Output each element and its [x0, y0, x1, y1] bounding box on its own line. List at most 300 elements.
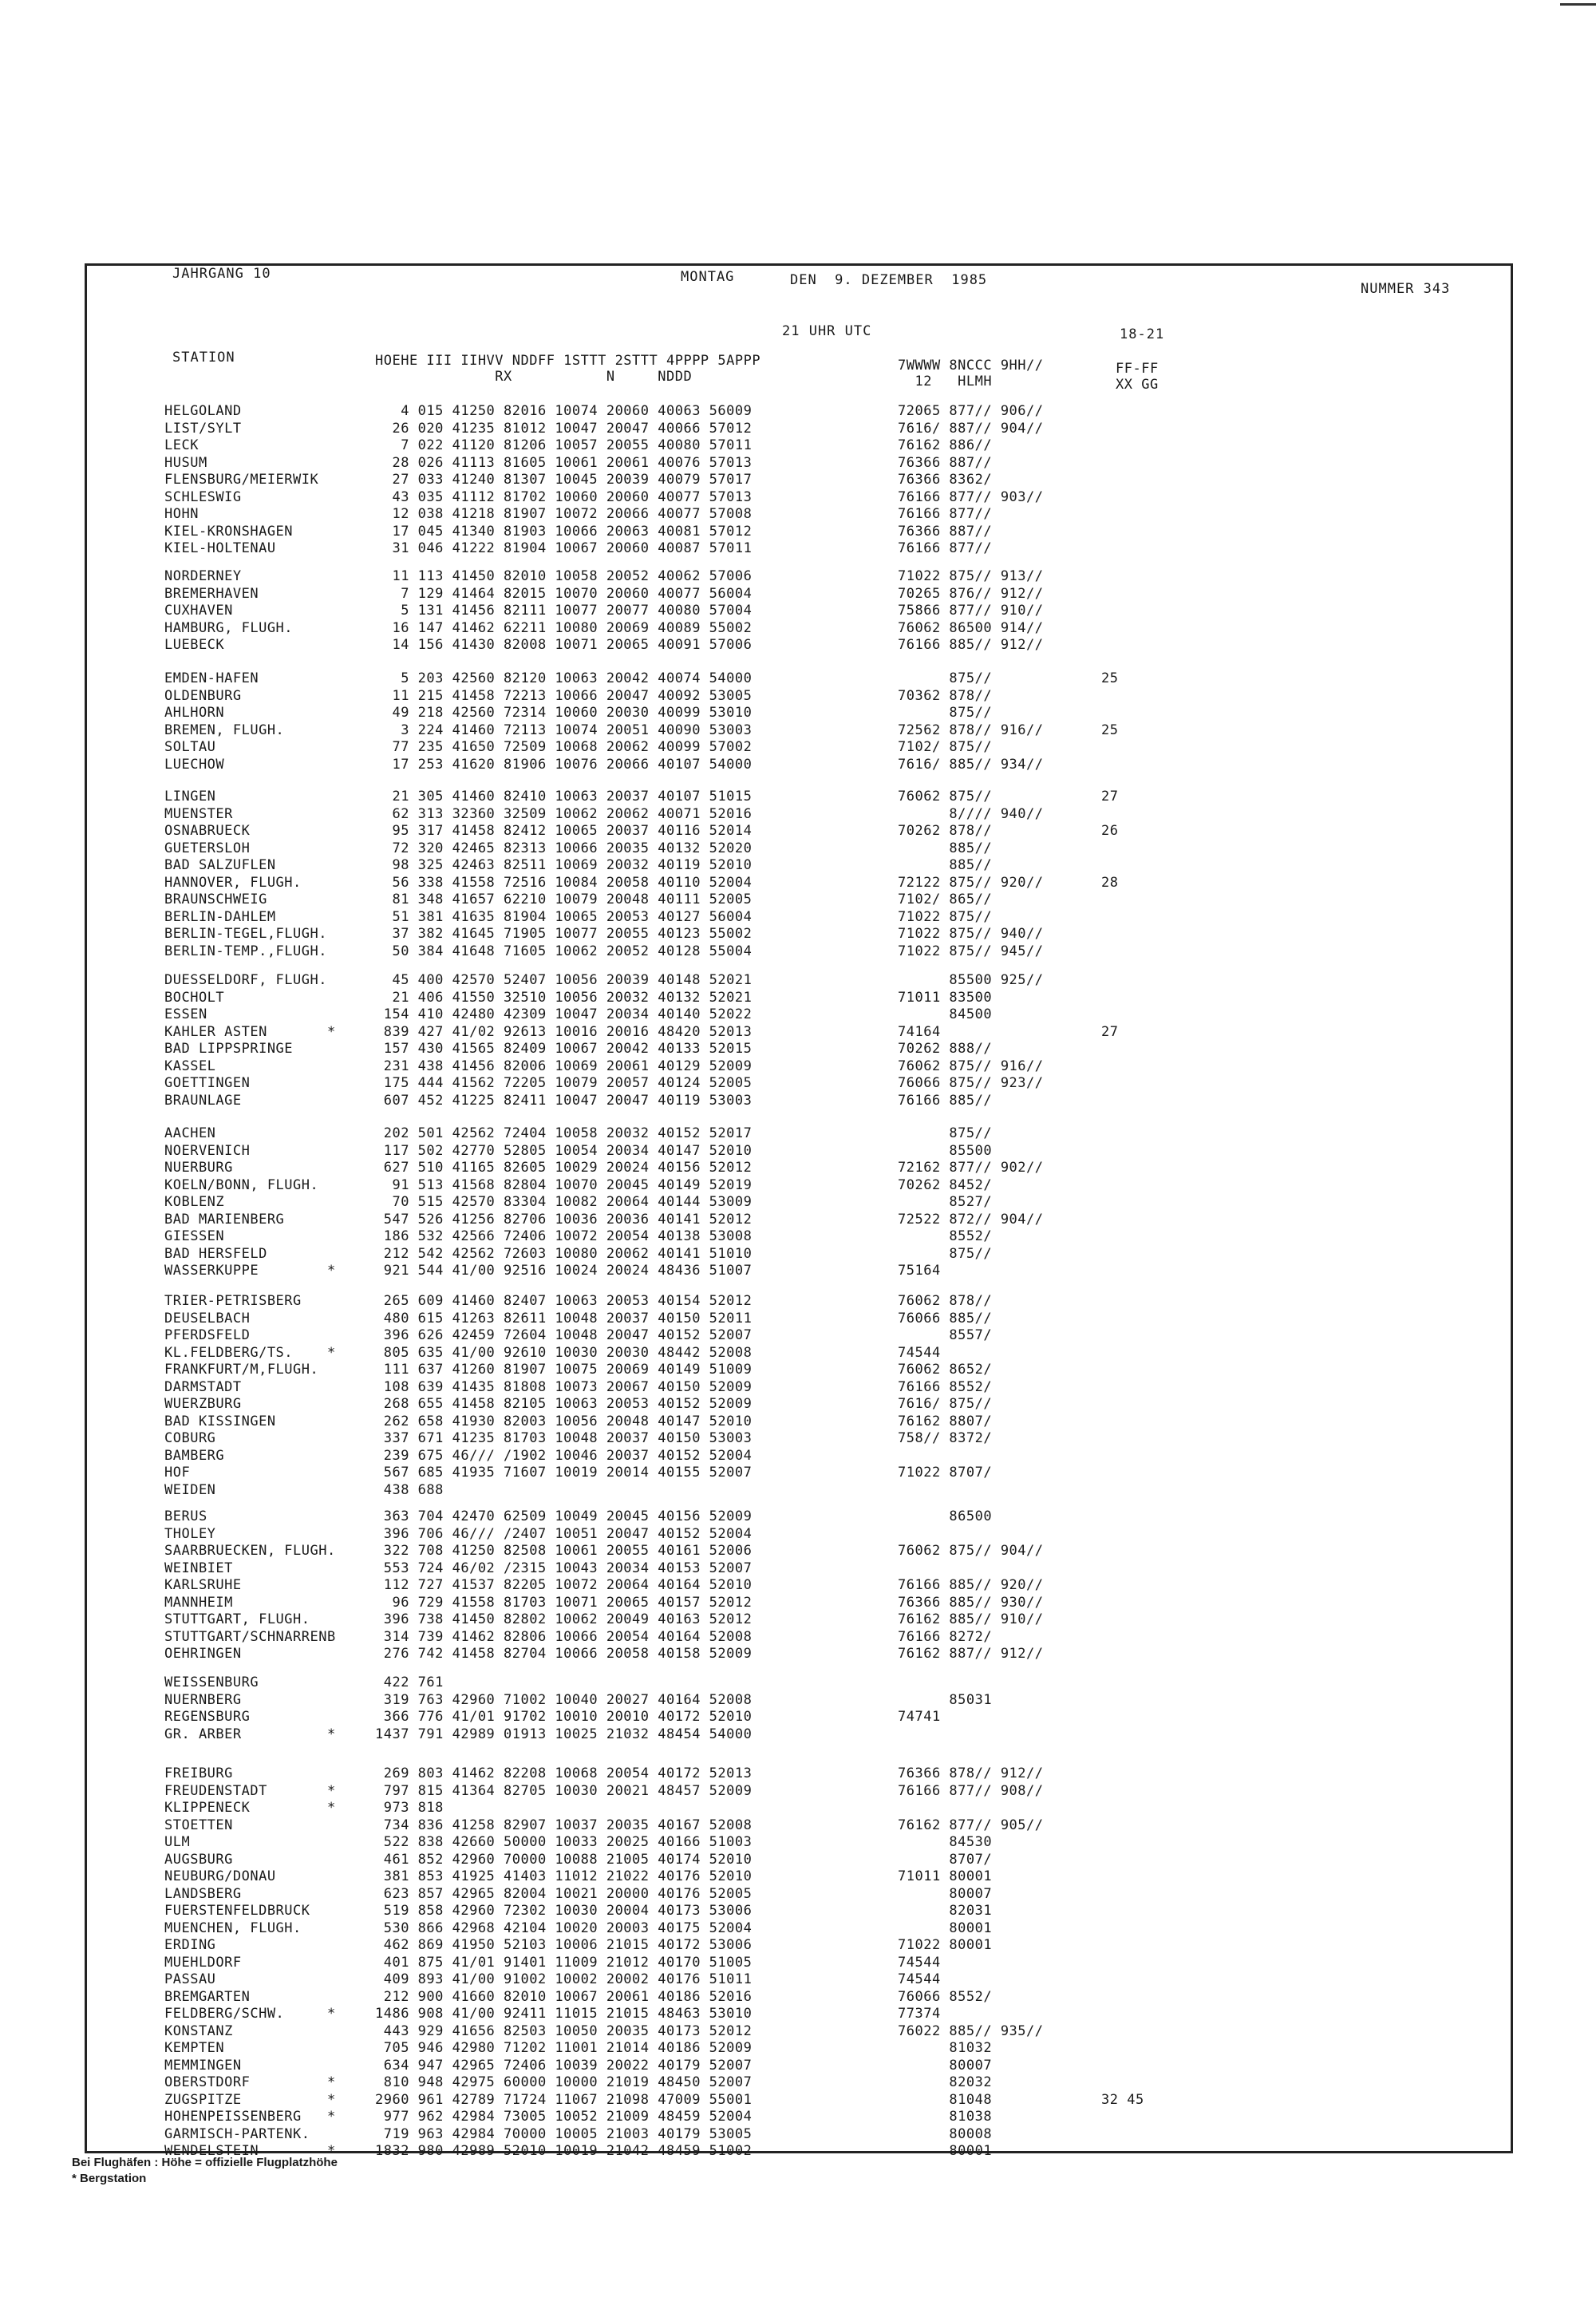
- station-name: KAHLER ASTEN: [164, 1023, 267, 1040]
- station-name: MANNHEIM: [164, 1594, 233, 1611]
- synop-data: 72 320 42465 82313 10066 20035 40132 52020: [375, 840, 753, 856]
- station-name: NEUBURG/DONAU: [164, 1868, 276, 1884]
- weather-groups: 81038: [898, 2109, 993, 2125]
- mountain-station-marker: *: [327, 2109, 336, 2125]
- station-name: MEMMINGEN: [164, 2057, 242, 2074]
- station-row: [0, 1482, 1596, 1498]
- station-row: [0, 1543, 1596, 1559]
- synop-data: 26 020 41235 81012 10047 20047 40066 57012: [375, 420, 753, 437]
- weather-groups: 8707/: [898, 1851, 993, 1868]
- synop-data: 977 962 42984 73005 10052 21009 48459 52004: [375, 2109, 753, 2125]
- weather-groups: 758// 8372/: [898, 1430, 993, 1446]
- station-name: LECK: [164, 437, 199, 453]
- station-name: WASSERKUPPE: [164, 1263, 259, 1279]
- station-row: [0, 1920, 1596, 1936]
- mountain-station-marker: *: [327, 2074, 336, 2090]
- station-name: ZUGSPITZE: [164, 2091, 242, 2108]
- station-row: [0, 2006, 1596, 2022]
- weather-groups: 76162 887// 912//: [898, 1646, 1044, 1662]
- station-name: DUESSELDORF, FLUGH.: [164, 972, 327, 988]
- station-name: STOETTEN: [164, 1817, 233, 1833]
- station-name: ERDING: [164, 1937, 216, 1953]
- station-name: HOHENPEISSENBERG: [164, 2109, 302, 2125]
- weather-groups: 72562 878// 916//: [898, 722, 1044, 738]
- station-name: KOBLENZ: [164, 1194, 225, 1210]
- station-name: GIESSEN: [164, 1228, 225, 1244]
- synop-data: 1486 908 41/00 92411 11015 21015 48463 53010: [375, 2006, 753, 2022]
- station-name: BRAUNSCHWEIG: [164, 892, 267, 907]
- mountain-station-marker: *: [327, 2143, 336, 2159]
- synop-data: 547 526 41256 82706 10036 20036 40141 52012: [375, 1211, 753, 1228]
- ff-period: 18-21: [1120, 326, 1165, 342]
- station-row: [0, 455, 1596, 471]
- station-row: [0, 1834, 1596, 1850]
- weather-groups: 885//: [898, 840, 993, 856]
- station-row: [0, 857, 1596, 873]
- station-row: [0, 972, 1596, 988]
- station-name: BOCHOLT: [164, 989, 225, 1006]
- weather-groups: 74544: [898, 1971, 941, 1987]
- weather-groups: 71022 875// 940//: [898, 926, 1044, 942]
- wind-gust-groups: 27: [1101, 789, 1119, 805]
- station-row: [0, 1692, 1596, 1708]
- weather-groups: 70262 888//: [898, 1041, 993, 1057]
- station-row: [0, 2126, 1596, 2142]
- synop-data: 231 438 41456 82006 10069 20061 40129 52009: [375, 1058, 753, 1074]
- weather-groups: 875//: [898, 1125, 993, 1141]
- synop-data: 21 406 41550 32510 10056 20032 40132 52021: [375, 989, 753, 1006]
- station-name: MUENSTER: [164, 805, 233, 822]
- station-name: WUERZBURG: [164, 1396, 242, 1412]
- station-row: [0, 823, 1596, 839]
- synop-data: 627 510 41165 82605 10029 20024 40156 52012: [375, 1160, 753, 1176]
- weather-groups: 70265 876// 912//: [898, 585, 1044, 602]
- synop-data: 461 852 42960 70000 10088 21005 40174 52010: [375, 1851, 753, 1868]
- synop-data: 363 704 42470 62509 10049 20045 40156 52009: [375, 1508, 753, 1524]
- weather-groups: 81032: [898, 2040, 993, 2056]
- weather-groups: 76062 8652/: [898, 1362, 993, 1378]
- weather-groups: 76062 86500 914//: [898, 619, 1044, 636]
- weather-groups: 76162 885// 910//: [898, 1611, 1044, 1627]
- station-name: GARMISCH-PARTENK.: [164, 2125, 310, 2142]
- synop-data: 16 147 41462 62211 10080 20069 40089 55002: [375, 619, 753, 636]
- synop-data: 154 410 42480 42309 10047 20034 40140 52022: [375, 1006, 753, 1022]
- synop-data: 7 022 41120 81206 10057 20055 40080 57011: [375, 437, 753, 453]
- station-name: BERUS: [164, 1508, 207, 1524]
- synop-data: 396 706 46/// /2407 10051 20047 40152 52004: [375, 1525, 753, 1542]
- weather-groups: 7616/ 885// 934//: [898, 756, 1044, 773]
- weekday-label: MONTAG: [681, 269, 735, 285]
- station-name: GUETERSLOH: [164, 840, 251, 856]
- station-name: PFERDSFELD: [164, 1327, 251, 1343]
- synop-data: 268 655 41458 82105 10063 20053 40152 52009: [375, 1396, 753, 1412]
- station-name: BERLIN-TEGEL,FLUGH.: [164, 926, 327, 942]
- station-name: STUTTGART, FLUGH.: [164, 1611, 310, 1627]
- synop-data: 50 384 41648 71605 10062 20052 40128 55004: [375, 943, 753, 959]
- station-name: BAD KISSINGEN: [164, 1413, 276, 1429]
- wind-column-header: FF-FF: [1116, 361, 1159, 377]
- station-row: [0, 1903, 1596, 1919]
- station-name: OLDENBURG: [164, 687, 242, 704]
- synop-data: 973 818: [375, 1800, 444, 1816]
- synop-data: 202 501 42562 72404 10058 20032 40152 52017: [375, 1125, 753, 1141]
- weather-column-subheader: 12 HLMH: [898, 374, 993, 389]
- station-name: BAD SALZUFLEN: [164, 857, 276, 873]
- synop-data: 31 046 41222 81904 10067 20060 40087 57011: [375, 540, 753, 556]
- synop-data: 37 382 41645 71905 10077 20055 40123 55002: [375, 926, 753, 942]
- synop-data: 705 946 42980 71202 11001 21014 40186 52009: [375, 2040, 753, 2056]
- station-name: FUERSTENFELDBRUCK: [164, 1903, 310, 1919]
- synop-data: 11 113 41450 82010 10058 20052 40062 57006: [375, 568, 753, 584]
- station-row: [0, 506, 1596, 522]
- station-name: WEIDEN: [164, 1481, 216, 1498]
- station-name: HANNOVER, FLUGH.: [164, 874, 302, 891]
- weather-groups: 71011 83500: [898, 989, 993, 1006]
- synop-data: 49 218 42560 72314 10060 20030 40099 53010: [375, 705, 753, 721]
- station-row: [0, 1396, 1596, 1412]
- station-name: TRIER-PETRISBERG: [164, 1293, 302, 1309]
- station-name: KOELN/BONN, FLUGH.: [164, 1176, 319, 1193]
- synop-data: 530 866 42968 42104 10020 20003 40175 52004: [375, 1920, 753, 1936]
- weather-groups: 85500 925//: [898, 972, 1044, 988]
- synop-data: 212 900 41660 82010 10067 20061 40186 52016: [375, 1988, 753, 2005]
- synop-data: 3 224 41460 72113 10074 20051 40090 53003: [375, 722, 753, 738]
- synop-data: 12 038 41218 81907 10072 20066 40077 57008: [375, 506, 753, 522]
- synop-data: 77 235 41650 72509 10068 20062 40099 57002: [375, 739, 753, 755]
- station-row: [0, 875, 1596, 891]
- weather-groups: 82031: [898, 1903, 993, 1919]
- station-name: BAD HERSFELD: [164, 1245, 267, 1262]
- wind-gust-groups: 27: [1101, 1023, 1119, 1040]
- station-name: ULM: [164, 1834, 191, 1850]
- synop-data: 212 542 42562 72603 10080 20062 40141 51010: [375, 1245, 753, 1262]
- synop-data: 381 853 41925 41403 11012 21022 40176 52010: [375, 1868, 753, 1884]
- synop-data: 7 129 41464 82015 10070 20060 40077 56004: [375, 585, 753, 602]
- mountain-station-marker: *: [327, 2091, 336, 2108]
- weather-groups: 81048: [898, 2091, 993, 2108]
- station-name: AUGSBURG: [164, 1851, 233, 1868]
- mountain-station-marker: *: [327, 2006, 336, 2022]
- station-row: [0, 1075, 1596, 1091]
- synop-data: 5 203 42560 82120 10063 20042 40074 54000: [375, 670, 753, 686]
- station-row: [0, 806, 1596, 822]
- weather-groups: 76166 8552/: [898, 1378, 993, 1395]
- station-row: [0, 1800, 1596, 1816]
- station-name: SAARBRUECKEN, FLUGH.: [164, 1543, 336, 1559]
- station-name: HOHN: [164, 506, 199, 522]
- synop-data: 319 763 42960 71002 10040 20027 40164 52008: [375, 1691, 753, 1708]
- station-row: [0, 1726, 1596, 1742]
- station-row: [0, 1228, 1596, 1244]
- page-edge-line: [1560, 3, 1596, 6]
- station-name: REGENSBURG: [164, 1709, 251, 1725]
- weather-groups: 76366 887//: [898, 523, 993, 540]
- station-row: [0, 1379, 1596, 1395]
- mountain-station-marker: *: [327, 1263, 336, 1279]
- station-name: HAMBURG, FLUGH.: [164, 619, 294, 636]
- station-name: BREMGARTEN: [164, 1988, 251, 2005]
- station-row: [0, 586, 1596, 602]
- synop-data: 21 305 41460 82410 10063 20037 40107 51015: [375, 789, 753, 805]
- weather-groups: 74741: [898, 1709, 941, 1725]
- synop-data: 17 253 41620 81906 10076 20066 40107 54000: [375, 756, 753, 773]
- weather-groups: 80001: [898, 1920, 993, 1936]
- synop-data: 62 313 32360 32509 10062 20062 40071 52016: [375, 805, 753, 822]
- station-name: KARLSRUHE: [164, 1577, 242, 1593]
- station-row: [0, 1595, 1596, 1611]
- synop-data: 108 639 41435 81808 10073 20067 40150 52009: [375, 1378, 753, 1395]
- station-name: FRANKFURT/M,FLUGH.: [164, 1362, 319, 1378]
- weather-groups: 76166 877//: [898, 506, 993, 522]
- station-name: NUERNBERG: [164, 1691, 242, 1708]
- synop-data: 51 381 41635 81904 10065 20053 40127 56004: [375, 908, 753, 925]
- station-row: [0, 1709, 1596, 1725]
- wind-gust-groups: 25: [1101, 722, 1119, 738]
- station-row: [0, 1041, 1596, 1057]
- synop-data: 797 815 41364 82705 10030 20021 48457 52009: [375, 1782, 753, 1799]
- weather-groups: 76062 875// 904//: [898, 1543, 1044, 1559]
- weather-groups: 86500: [898, 1508, 993, 1524]
- station-name: SCHLESWIG: [164, 488, 242, 505]
- weather-groups: 76162 886//: [898, 437, 993, 453]
- weather-groups: 8//// 940//: [898, 805, 1044, 822]
- station-row: [0, 1937, 1596, 1953]
- station-row: [0, 540, 1596, 556]
- weather-groups: 875//: [898, 705, 993, 721]
- station-name: LUEBECK: [164, 637, 225, 653]
- synop-data: 186 532 42566 72406 10072 20054 40138 53008: [375, 1228, 753, 1244]
- station-row: [0, 1989, 1596, 2005]
- weather-groups: 80007: [898, 2057, 993, 2074]
- station-name: NOERVENICH: [164, 1142, 251, 1159]
- synop-data: 111 637 41260 81907 10075 20069 40149 51009: [375, 1362, 753, 1378]
- station-row: [0, 926, 1596, 942]
- weather-groups: 70262 8452/: [898, 1176, 993, 1193]
- weather-groups: 76366 878// 912//: [898, 1765, 1044, 1781]
- synop-data: 719 963 42984 70000 10005 21003 40179 53005: [375, 2125, 753, 2142]
- station-row: [0, 1093, 1596, 1109]
- station-name: BREMEN, FLUGH.: [164, 722, 285, 738]
- wind-gust-groups: 26: [1101, 823, 1119, 839]
- station-row: [0, 1971, 1596, 1987]
- station-row: [0, 1629, 1596, 1645]
- station-name: OBERSTDORF: [164, 2074, 251, 2090]
- observation-time: 21 UHR UTC: [782, 323, 872, 339]
- weather-groups: 76166 885//: [898, 1092, 993, 1109]
- station-row: [0, 1024, 1596, 1040]
- synop-data: 607 452 41225 82411 10047 20047 40119 53003: [375, 1092, 753, 1109]
- station-row: [0, 2058, 1596, 2074]
- footnote-mountain-station: * Bergstation: [72, 2172, 147, 2185]
- mountain-station-marker: *: [327, 1800, 336, 1816]
- weather-groups: 77374: [898, 2006, 941, 2022]
- station-name: MUEHLDORF: [164, 1954, 242, 1971]
- synop-data: 634 947 42965 72406 10039 20022 40179 52007: [375, 2057, 753, 2074]
- station-row: [0, 1362, 1596, 1378]
- synop-data: 314 739 41462 82806 10066 20054 40164 52008: [375, 1628, 753, 1645]
- station-row: [0, 421, 1596, 437]
- station-row: [0, 990, 1596, 1006]
- weather-groups: 72522 872// 904//: [898, 1211, 1044, 1228]
- station-row: [0, 1852, 1596, 1868]
- weather-groups: 82032: [898, 2074, 993, 2090]
- weather-groups: 72122 875// 920//: [898, 874, 1044, 891]
- synop-data: 112 727 41537 82205 10072 20064 40164 52010: [375, 1577, 753, 1593]
- station-row: [0, 1817, 1596, 1833]
- station-name: KIEL-HOLTENAU: [164, 540, 276, 556]
- synop-data: 262 658 41930 82003 10056 20048 40147 52010: [375, 1413, 753, 1429]
- weather-groups: 76166 877// 908//: [898, 1782, 1044, 1799]
- station-name: BREMERHAVEN: [164, 585, 259, 602]
- weather-groups: 7616/ 875//: [898, 1396, 993, 1412]
- synop-data: 43 035 41112 81702 10060 20060 40077 57013: [375, 488, 753, 505]
- synop-data: 401 875 41/01 91401 11009 21012 40170 51005: [375, 1954, 753, 1971]
- weather-groups: 74164: [898, 1023, 941, 1040]
- weather-groups: 76166 885// 920//: [898, 1577, 1044, 1593]
- issue-number: NUMMER 343: [1361, 281, 1451, 297]
- synop-data: 921 544 41/00 92516 10024 20024 48436 51007: [375, 1263, 753, 1279]
- station-row: [0, 472, 1596, 488]
- jahrgang-label: JAHRGANG 10: [172, 266, 271, 282]
- station-row: [0, 1212, 1596, 1228]
- weather-groups: 72065 877// 906//: [898, 403, 1044, 419]
- synop-data: 17 045 41340 81903 10066 20063 40081 57012: [375, 523, 753, 540]
- synop-data: 522 838 42660 50000 10033 20025 40166 51003: [375, 1834, 753, 1850]
- weather-groups: 76066 875// 923//: [898, 1075, 1044, 1091]
- station-row: [0, 1508, 1596, 1524]
- station-row: [0, 1955, 1596, 1971]
- footnote-airports: Bei Flughäfen : Höhe = offizielle Flugplatzhöhe: [72, 2156, 338, 2169]
- weather-groups: 71022 8707/: [898, 1465, 993, 1481]
- weather-groups: 76066 8552/: [898, 1988, 993, 2005]
- weather-groups: 76366 885// 930//: [898, 1594, 1044, 1611]
- weather-groups: 80001: [898, 2143, 993, 2159]
- synop-data: 443 929 41656 82503 10050 20035 40173 52012: [375, 2022, 753, 2039]
- station-name: SOLTAU: [164, 739, 216, 755]
- station-name: KIEL-KRONSHAGEN: [164, 523, 294, 540]
- weather-groups: 76166 877//: [898, 540, 993, 556]
- synop-data: 1832 980 42989 52010 10019 21042 48459 51002: [375, 2143, 753, 2159]
- weather-groups: 84500: [898, 1006, 993, 1022]
- weather-groups: 76166 8272/: [898, 1628, 993, 1645]
- station-name: MUENCHEN, FLUGH.: [164, 1920, 302, 1936]
- station-name: PASSAU: [164, 1971, 216, 1987]
- station-row: [0, 1783, 1596, 1799]
- station-name: CUXHAVEN: [164, 603, 233, 619]
- synop-data: 96 729 41558 81703 10071 20065 40157 52012: [375, 1594, 753, 1611]
- weather-groups: 85031: [898, 1691, 993, 1708]
- station-row: [0, 620, 1596, 636]
- synop-data: 70 515 42570 83304 10082 20064 40144 53009: [375, 1194, 753, 1210]
- station-row: [0, 568, 1596, 584]
- station-row: [0, 705, 1596, 721]
- station-name: NORDERNEY: [164, 568, 242, 584]
- station-name: FREIBURG: [164, 1765, 233, 1781]
- station-name: DEUSELBACH: [164, 1310, 251, 1326]
- synop-data: 409 893 41/00 91002 10002 20002 40176 51011: [375, 1971, 753, 1987]
- weather-groups: 76162 8807/: [898, 1413, 993, 1429]
- station-name: FLENSBURG/MEIERWIK: [164, 472, 319, 488]
- weather-groups: 76166 877// 903//: [898, 488, 1044, 505]
- weather-groups: 70362 878//: [898, 687, 993, 704]
- station-name: NUERBURG: [164, 1160, 233, 1176]
- weather-groups: 71022 80001: [898, 1937, 993, 1953]
- station-row: [0, 603, 1596, 619]
- synop-data: 396 626 42459 72604 10048 20047 40152 52007: [375, 1327, 753, 1343]
- station-name: KL.FELDBERG/TS.: [164, 1344, 294, 1361]
- station-row: [0, 1611, 1596, 1627]
- station-name: STUTTGART/SCHNARRENB: [164, 1628, 336, 1645]
- weather-groups: 875//: [898, 670, 993, 686]
- weather-groups: 80008: [898, 2125, 993, 2142]
- weather-groups: 76162 877// 905//: [898, 1817, 1044, 1833]
- synop-data: 734 836 41258 82907 10037 20035 40167 52008: [375, 1817, 753, 1833]
- wind-gust-groups: 25: [1101, 670, 1119, 686]
- synop-data: 81 348 41657 62210 10079 20048 40111 52005: [375, 892, 753, 907]
- station-name: KASSEL: [164, 1058, 216, 1074]
- station-row: [0, 688, 1596, 704]
- station-row: [0, 2040, 1596, 2056]
- station-row: [0, 1886, 1596, 1902]
- weather-groups: 80007: [898, 1885, 993, 1902]
- synop-data: 422 761: [375, 1674, 444, 1690]
- synop-data: 91 513 41568 82804 10070 20045 40149 52019: [375, 1176, 753, 1193]
- station-row: [0, 670, 1596, 686]
- station-name: KONSTANZ: [164, 2022, 233, 2039]
- weather-groups: 7102/ 875//: [898, 739, 993, 755]
- weather-groups: 71022 875//: [898, 908, 993, 925]
- weather-groups: 76166 885// 912//: [898, 637, 1044, 653]
- synop-data: 810 948 42975 60000 10000 21019 48450 52007: [375, 2074, 753, 2090]
- weather-groups: 885//: [898, 857, 993, 873]
- station-row: [0, 1765, 1596, 1781]
- station-row: [0, 1177, 1596, 1193]
- station-row: [0, 637, 1596, 653]
- weather-groups: 70262 878//: [898, 823, 993, 839]
- station-row: [0, 1194, 1596, 1210]
- station-name: EMDEN-HAFEN: [164, 670, 259, 686]
- synop-data: 28 026 41113 81605 10061 20061 40076 57013: [375, 454, 753, 471]
- weather-groups: 84530: [898, 1834, 993, 1850]
- weather-groups: 76022 885// 935//: [898, 2022, 1044, 2039]
- station-name: AHLHORN: [164, 705, 225, 721]
- synop-data: 553 724 46/02 /2315 10043 20034 40153 52007: [375, 1560, 753, 1576]
- weather-groups: 76366 887//: [898, 454, 993, 471]
- station-row: [0, 789, 1596, 805]
- synop-data: 276 742 41458 82704 10066 20058 40158 52009: [375, 1646, 753, 1662]
- station-name: DARMSTADT: [164, 1378, 242, 1395]
- station-name: KEMPTEN: [164, 2040, 225, 2056]
- station-name: WEISSENBURG: [164, 1674, 259, 1690]
- weather-groups: 71022 875// 945//: [898, 943, 1044, 959]
- station-name: GOETTINGEN: [164, 1075, 251, 1091]
- station-row: [0, 1674, 1596, 1690]
- station-row: [0, 2092, 1596, 2108]
- station-row: [0, 1646, 1596, 1662]
- station-name: BERLIN-DAHLEM: [164, 908, 276, 925]
- synop-data: 45 400 42570 52407 10056 20039 40148 52021: [375, 972, 753, 988]
- weather-groups: 71022 875// 913//: [898, 568, 1044, 584]
- station-row: [0, 1430, 1596, 1446]
- weather-groups: 71011 80001: [898, 1868, 993, 1884]
- synop-data: 14 156 41430 82008 10071 20065 40091 57006: [375, 637, 753, 653]
- mountain-station-marker: *: [327, 1023, 336, 1040]
- station-row: [0, 1345, 1596, 1361]
- weather-groups: 74544: [898, 1954, 941, 1971]
- station-name: BAD LIPPSPRINGE: [164, 1041, 294, 1057]
- station-row: [0, 1125, 1596, 1141]
- station-name: LANDSBERG: [164, 1885, 242, 1902]
